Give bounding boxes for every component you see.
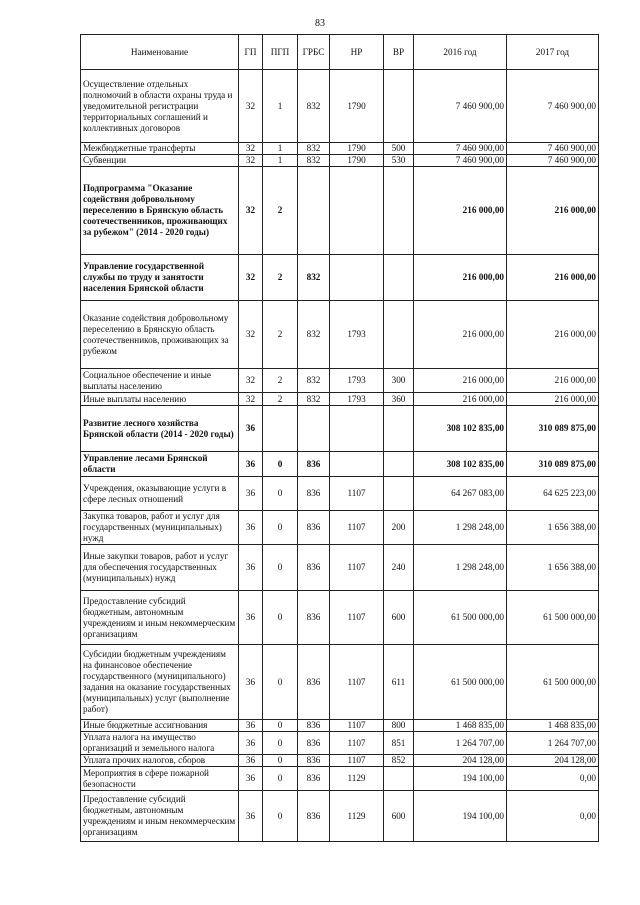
cell-vr: 600 bbox=[384, 591, 414, 645]
cell-y2017: 7 460 900,00 bbox=[507, 155, 599, 167]
cell-grbs: 836 bbox=[298, 452, 330, 477]
cell-pgp: 0 bbox=[263, 591, 298, 645]
cell-nr: 1129 bbox=[330, 791, 384, 842]
cell-nr bbox=[330, 255, 384, 301]
cell-gp: 32 bbox=[239, 167, 263, 255]
cell-grbs: 836 bbox=[298, 720, 330, 732]
cell-y2016: 64 267 083,00 bbox=[414, 477, 507, 511]
cell-y2016: 216 000,00 bbox=[414, 167, 507, 255]
cell-name: Управление лесами Брянской области bbox=[81, 452, 239, 477]
cell-nr: 1107 bbox=[330, 511, 384, 545]
cell-gp: 36 bbox=[239, 645, 263, 720]
cell-grbs bbox=[298, 167, 330, 255]
cell-nr: 1107 bbox=[330, 645, 384, 720]
cell-grbs: 836 bbox=[298, 791, 330, 842]
cell-y2017: 7 460 900,00 bbox=[507, 70, 599, 143]
cell-y2016: 216 000,00 bbox=[414, 393, 507, 406]
cell-y2016: 7 460 900,00 bbox=[414, 70, 507, 143]
cell-grbs: 836 bbox=[298, 732, 330, 755]
cell-y2017: 61 500 000,00 bbox=[507, 645, 599, 720]
cell-gp: 36 bbox=[239, 767, 263, 791]
cell-y2017: 1 656 388,00 bbox=[507, 545, 599, 591]
cell-vr bbox=[384, 301, 414, 369]
cell-y2017: 216 000,00 bbox=[507, 369, 599, 393]
cell-name: Управление государственной службы по труду и занятости населения Брянской области bbox=[81, 255, 239, 301]
cell-nr: 1107 bbox=[330, 732, 384, 755]
cell-pgp: 2 bbox=[263, 301, 298, 369]
cell-y2017: 0,00 bbox=[507, 767, 599, 791]
cell-gp: 36 bbox=[239, 477, 263, 511]
table-row bbox=[81, 167, 599, 255]
cell-y2016: 1 298 248,00 bbox=[414, 511, 507, 545]
cell-name: Подпрограмма "Оказание содействия добровольному переселению в Брянскую область соотечественников, проживающих за рубежом" (2014 - 2020 годы) bbox=[81, 167, 239, 255]
cell-vr bbox=[384, 406, 414, 452]
cell-name: Мероприятия в сфере пожарной безопасности bbox=[81, 767, 239, 791]
cell-name: Уплата прочих налогов, сборов bbox=[81, 755, 239, 767]
col-header-nr: НР bbox=[330, 35, 384, 70]
cell-gp: 32 bbox=[239, 301, 263, 369]
cell-y2017: 64 625 223,00 bbox=[507, 477, 599, 511]
cell-gp: 32 bbox=[239, 70, 263, 143]
cell-y2017: 0,00 bbox=[507, 791, 599, 842]
cell-name: Осуществление отдельных полномочий в области охраны труда и уведомительной регистрации территориальных соглашений и коллективных договоров bbox=[81, 70, 239, 143]
cell-grbs: 832 bbox=[298, 301, 330, 369]
cell-vr: 611 bbox=[384, 645, 414, 720]
cell-vr bbox=[384, 477, 414, 511]
cell-pgp: 1 bbox=[263, 70, 298, 143]
col-header-gp: ГП bbox=[239, 35, 263, 70]
table-row bbox=[81, 720, 599, 732]
cell-nr: 1793 bbox=[330, 301, 384, 369]
col-header-2017: 2017 год bbox=[507, 35, 599, 70]
table-row bbox=[81, 767, 599, 791]
cell-name: Субвенции bbox=[81, 155, 239, 167]
cell-vr: 500 bbox=[384, 143, 414, 155]
cell-gp: 36 bbox=[239, 545, 263, 591]
cell-name: Социальное обеспечение и иные выплаты населению bbox=[81, 369, 239, 393]
table-row bbox=[81, 255, 599, 301]
cell-y2016: 61 500 000,00 bbox=[414, 645, 507, 720]
cell-y2016: 7 460 900,00 bbox=[414, 143, 507, 155]
cell-y2016: 1 298 248,00 bbox=[414, 545, 507, 591]
cell-y2016: 1 468 835,00 bbox=[414, 720, 507, 732]
col-header-2016: 2016 год bbox=[414, 35, 507, 70]
page-number: 83 bbox=[315, 18, 325, 29]
cell-pgp: 0 bbox=[263, 767, 298, 791]
table-row bbox=[81, 791, 599, 842]
cell-name: Учреждения, оказывающие услуги в сфере лесных отношений bbox=[81, 477, 239, 511]
cell-name: Иные выплаты населению bbox=[81, 393, 239, 406]
cell-y2017: 1 656 388,00 bbox=[507, 511, 599, 545]
cell-y2017: 310 089 875,00 bbox=[507, 452, 599, 477]
cell-y2017: 7 460 900,00 bbox=[507, 143, 599, 155]
cell-name: Межбюджетные трансферты bbox=[81, 143, 239, 155]
table-row bbox=[81, 70, 599, 143]
cell-gp: 36 bbox=[239, 720, 263, 732]
cell-pgp: 0 bbox=[263, 732, 298, 755]
cell-nr: 1107 bbox=[330, 477, 384, 511]
cell-grbs: 836 bbox=[298, 511, 330, 545]
cell-gp: 36 bbox=[239, 511, 263, 545]
cell-pgp: 1 bbox=[263, 143, 298, 155]
cell-name: Иные бюджетные ассигнования bbox=[81, 720, 239, 732]
cell-nr: 1107 bbox=[330, 720, 384, 732]
table-row bbox=[81, 591, 599, 645]
table-row bbox=[81, 477, 599, 511]
cell-y2016: 7 460 900,00 bbox=[414, 155, 507, 167]
cell-gp: 36 bbox=[239, 452, 263, 477]
cell-gp: 32 bbox=[239, 143, 263, 155]
cell-gp: 32 bbox=[239, 255, 263, 301]
cell-vr: 240 bbox=[384, 545, 414, 591]
cell-y2017: 216 000,00 bbox=[507, 301, 599, 369]
cell-name: Иные закупки товаров, работ и услуг для обеспечения государственных (муниципальных) нужд bbox=[81, 545, 239, 591]
cell-y2017: 1 468 835,00 bbox=[507, 720, 599, 732]
cell-pgp: 0 bbox=[263, 477, 298, 511]
cell-grbs: 836 bbox=[298, 645, 330, 720]
cell-y2017: 61 500 000,00 bbox=[507, 591, 599, 645]
table-row bbox=[81, 369, 599, 393]
cell-y2016: 1 264 707,00 bbox=[414, 732, 507, 755]
cell-gp: 32 bbox=[239, 393, 263, 406]
cell-nr: 1793 bbox=[330, 393, 384, 406]
cell-grbs: 836 bbox=[298, 477, 330, 511]
cell-vr bbox=[384, 255, 414, 301]
cell-name: Закупка товаров, работ и услуг для государственных (муниципальных) нужд bbox=[81, 511, 239, 545]
cell-nr bbox=[330, 167, 384, 255]
cell-y2016: 216 000,00 bbox=[414, 301, 507, 369]
cell-vr: 600 bbox=[384, 791, 414, 842]
cell-pgp: 0 bbox=[263, 645, 298, 720]
cell-vr bbox=[384, 167, 414, 255]
cell-nr: 1790 bbox=[330, 143, 384, 155]
cell-name: Уплата налога на имущество организаций и земельного налога bbox=[81, 732, 239, 755]
table-row bbox=[81, 393, 599, 406]
col-header-pgp: ПГП bbox=[263, 35, 298, 70]
cell-pgp: 1 bbox=[263, 155, 298, 167]
cell-pgp: 0 bbox=[263, 511, 298, 545]
cell-y2016: 204 128,00 bbox=[414, 755, 507, 767]
table-row bbox=[81, 452, 599, 477]
cell-gp: 32 bbox=[239, 369, 263, 393]
cell-pgp: 2 bbox=[263, 393, 298, 406]
cell-pgp: 0 bbox=[263, 755, 298, 767]
cell-nr: 1107 bbox=[330, 545, 384, 591]
cell-grbs: 832 bbox=[298, 155, 330, 167]
cell-nr: 1107 bbox=[330, 755, 384, 767]
cell-y2016: 61 500 000,00 bbox=[414, 591, 507, 645]
cell-y2016: 216 000,00 bbox=[414, 369, 507, 393]
cell-vr bbox=[384, 767, 414, 791]
cell-name: Развитие лесного хозяйства Брянской области (2014 - 2020 годы) bbox=[81, 406, 239, 452]
cell-y2016: 194 100,00 bbox=[414, 767, 507, 791]
cell-name: Предоставление субсидий бюджетным, автономным учреждениям и иным некоммерческим организациям bbox=[81, 791, 239, 842]
table-row bbox=[81, 406, 599, 452]
cell-y2017: 216 000,00 bbox=[507, 255, 599, 301]
cell-gp: 32 bbox=[239, 155, 263, 167]
cell-y2016: 194 100,00 bbox=[414, 791, 507, 842]
col-header-vr: ВР bbox=[384, 35, 414, 70]
table-row bbox=[81, 155, 599, 167]
cell-y2016: 216 000,00 bbox=[414, 255, 507, 301]
cell-gp: 36 bbox=[239, 732, 263, 755]
cell-grbs: 836 bbox=[298, 591, 330, 645]
table-row bbox=[81, 645, 599, 720]
table-row bbox=[81, 732, 599, 755]
cell-pgp: 2 bbox=[263, 167, 298, 255]
cell-nr: 1790 bbox=[330, 155, 384, 167]
cell-grbs: 832 bbox=[298, 369, 330, 393]
cell-pgp: 0 bbox=[263, 720, 298, 732]
cell-name: Предоставление субсидий бюджетным, автономным учреждениям и иным некоммерческим организациям bbox=[81, 591, 239, 645]
cell-vr: 360 bbox=[384, 393, 414, 406]
cell-pgp: 2 bbox=[263, 369, 298, 393]
cell-y2016: 308 102 835,00 bbox=[414, 406, 507, 452]
cell-nr: 1790 bbox=[330, 70, 384, 143]
cell-vr: 800 bbox=[384, 720, 414, 732]
cell-grbs: 832 bbox=[298, 70, 330, 143]
cell-nr: 1107 bbox=[330, 591, 384, 645]
cell-gp: 36 bbox=[239, 791, 263, 842]
cell-vr: 300 bbox=[384, 369, 414, 393]
cell-grbs: 832 bbox=[298, 393, 330, 406]
table-row bbox=[81, 755, 599, 767]
cell-y2016: 308 102 835,00 bbox=[414, 452, 507, 477]
cell-y2017: 204 128,00 bbox=[507, 755, 599, 767]
cell-gp: 36 bbox=[239, 406, 263, 452]
col-header-name: Наименование bbox=[81, 35, 239, 70]
table-row bbox=[81, 301, 599, 369]
table-header-row bbox=[81, 35, 599, 70]
cell-vr: 530 bbox=[384, 155, 414, 167]
cell-name: Оказание содействия добровольному переселению в Брянскую область соотечественников, проживающих за рубежом bbox=[81, 301, 239, 369]
cell-grbs: 832 bbox=[298, 255, 330, 301]
cell-y2017: 216 000,00 bbox=[507, 393, 599, 406]
cell-nr: 1793 bbox=[330, 369, 384, 393]
cell-pgp: 0 bbox=[263, 545, 298, 591]
table-row bbox=[81, 143, 599, 155]
cell-gp: 36 bbox=[239, 755, 263, 767]
cell-pgp: 0 bbox=[263, 452, 298, 477]
cell-nr bbox=[330, 452, 384, 477]
cell-grbs: 836 bbox=[298, 755, 330, 767]
col-header-grbs: ГРБС bbox=[298, 35, 330, 70]
table-row bbox=[81, 511, 599, 545]
cell-pgp: 2 bbox=[263, 255, 298, 301]
cell-grbs: 836 bbox=[298, 767, 330, 791]
cell-vr: 200 bbox=[384, 511, 414, 545]
cell-vr bbox=[384, 70, 414, 143]
cell-pgp bbox=[263, 406, 298, 452]
cell-grbs: 832 bbox=[298, 143, 330, 155]
cell-y2017: 1 264 707,00 bbox=[507, 732, 599, 755]
cell-y2017: 216 000,00 bbox=[507, 167, 599, 255]
cell-y2017: 310 089 875,00 bbox=[507, 406, 599, 452]
table-row bbox=[81, 545, 599, 591]
cell-vr: 852 bbox=[384, 755, 414, 767]
cell-grbs bbox=[298, 406, 330, 452]
budget-table bbox=[80, 34, 599, 842]
cell-nr bbox=[330, 406, 384, 452]
cell-gp: 36 bbox=[239, 591, 263, 645]
cell-grbs: 836 bbox=[298, 545, 330, 591]
cell-pgp: 0 bbox=[263, 791, 298, 842]
cell-nr: 1129 bbox=[330, 767, 384, 791]
cell-name: Субсидии бюджетным учреждениям на финансовое обеспечение государственного (муниципального) задания на оказание государственных (муниципальных) услуг (выполнение работ) bbox=[81, 645, 239, 720]
cell-vr: 851 bbox=[384, 732, 414, 755]
cell-vr bbox=[384, 452, 414, 477]
